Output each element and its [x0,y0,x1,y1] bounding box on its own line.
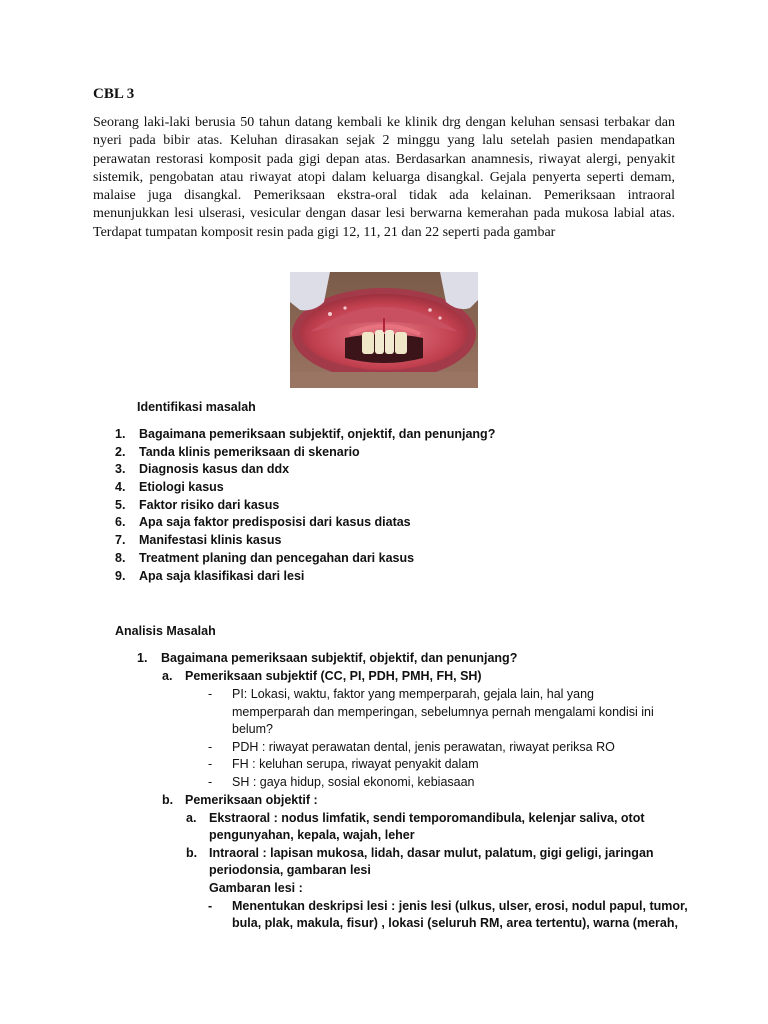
bullet-dash: - [208,687,213,701]
list-number: 8. [115,550,126,565]
list-text: Apa saja faktor predisposisi dari kasus diatas [139,515,411,530]
analysis-number: 1. [137,651,148,665]
list-number: 9. [115,568,126,583]
list-item [115,426,495,444]
list-text: Tanda klinis pemeriksaan di skenario [139,444,360,459]
fh-line: FH : keluhan serupa, riwayat penyakit dalam [232,757,479,771]
bullet-dash: - [208,757,213,771]
sh-line: SH : gaya hidup, sosial ekonomi, kebiasaan [232,775,475,789]
lesion-line-2: bula, plak, makula, fisur) , lokasi (seluruh RM, area tertentu), warna (merah, [232,916,678,930]
list-text: Etiologi kasus [139,480,224,495]
bullet-dash: - [208,775,213,789]
extraoral-marker: a. [186,811,197,825]
lesion-heading: Gambaran lesi : [209,881,303,895]
pi-line-1: PI: Lokasi, waktu, faktor yang memperparah, gejala lain, hal yang [232,687,595,701]
analysis-heading: Analisis Masalah [115,624,216,638]
subjective-marker: a. [162,669,173,683]
list-number: 5. [115,497,126,512]
clinical-photo-lip-lesion [290,272,478,388]
identification-list [115,426,495,585]
list-item [115,479,495,497]
list-text: Bagaimana pemeriksaan subjektif, onjektif, dan penunjang? [139,427,496,441]
objective-title: Pemeriksaan objektif : [185,793,318,807]
list-text: Apa saja klasifikasi dari lesi [139,568,305,583]
intraoral-line-2: periodonsia, gambaran lesi [209,863,371,877]
list-number: 6. [115,515,126,530]
list-text: Diagnosis kasus dan ddx [139,462,290,477]
bullet-dash: - [208,740,213,754]
list-text: Treatment planing dan pencegahan dari kasus [139,550,415,565]
objective-marker: b. [162,793,174,807]
identification-heading: Identifikasi masalah [137,400,256,414]
analysis-question: Bagaimana pemeriksaan subjektif, objektif, dan penunjang? [161,651,518,665]
extraoral-line-2: pengunyahan, kepala, wajah, leher [209,828,415,842]
list-text: Manifestasi klinis kasus [139,533,282,548]
lesion-line-1: Menentukan deskripsi lesi : jenis lesi (ulkus, ulser, erosi, nodul papul, tumor, [232,899,688,913]
list-item [115,461,495,479]
case-scenario-paragraph: Seorang laki-laki berusia 50 tahun datang kembali ke klinik drg dengan keluhan sensasi terbakar dan nyeri pada bibir atas. Keluhan dirasakan sejak 2 minggu yang lalu setelah pasien mendapatkan perawatan restorasi komposit pada gigi depan atas. Berdasarkan anamnesis, riwayat alergi, penyakit sistemik, pengobatan atau riwayat atopi dalam keluarga disangkal. Gejala penyerta seperti demam, malaise juga disangkal. Pemeriksaan ekstra-oral tidak ada kelainan. Pemeriksaan intraoral menunjukkan lesi ulserasi, vesicular dengan dasar lesi berwarna kemerahan pada mukosa labial atas. Terdapat tumpatan komposit resin pada gigi 12, 11, 21 dan 22 seperti pada gambar [93,115,675,240]
intraoral-line-1: Intraoral : lapisan mukosa, lidah, dasar mulut, palatum, gigi geligi, jaringan [209,846,654,860]
list-item [115,514,495,532]
list-item [115,532,495,550]
list-number: 1. [115,427,126,441]
list-text: Faktor risiko dari kasus [139,497,280,512]
subjective-title: Pemeriksaan subjektif (CC, PI, PDH, PMH, FH, SH) [185,669,482,683]
list-item [115,444,495,462]
list-number: 2. [115,444,126,459]
list-item [115,497,495,515]
list-number: 3. [115,462,126,477]
list-item [115,550,495,568]
bullet-dash: - [208,899,213,913]
extraoral-line-1: Ekstraoral : nodus limfatik, sendi temporomandibula, kelenjar saliva, otot [209,811,645,825]
pdh-line: PDH : riwayat perawatan dental, jenis perawatan, riwayat periksa RO [232,740,615,754]
intraoral-marker: b. [186,846,198,860]
pi-line-3: belum? [232,722,273,736]
list-item [115,568,495,586]
pi-line-2: memperparah dan memperingan, sebelumnya pernah mengalami kondisi ini [232,705,654,719]
document-title: CBL 3 [93,86,135,102]
list-number: 7. [115,533,126,548]
list-number: 4. [115,480,126,495]
